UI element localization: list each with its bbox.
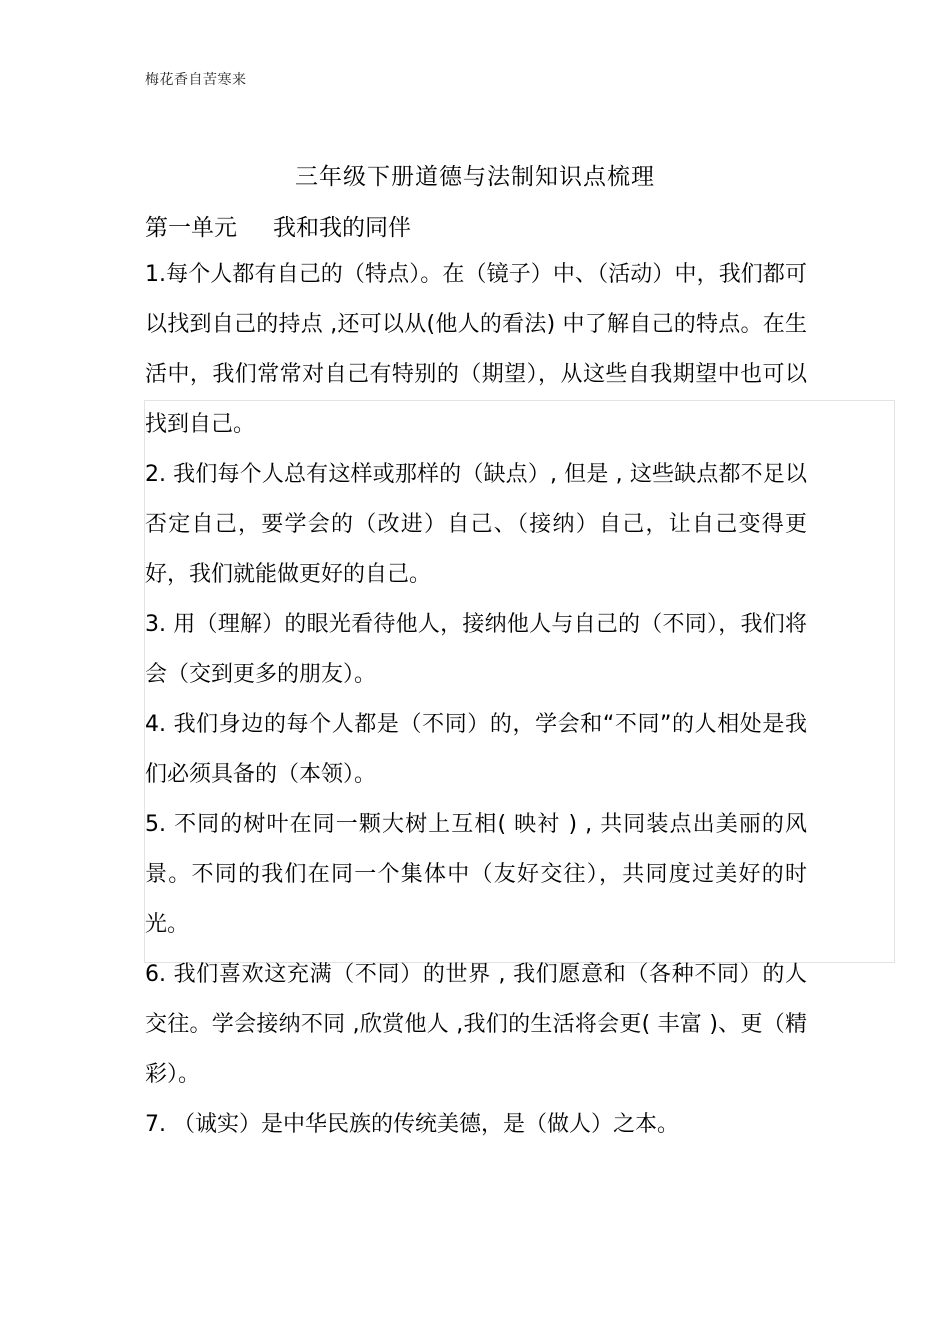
document-title: 三年级下册道德与法制知识点梳理 [295,164,655,190]
knowledge-point-6: 6. 我们喜欢这充满（不同）的世界 , 我们愿意和（各种不同）的人交往。学会接纳不同 ,欣赏他人 ,我们的生活将会更( 丰富 )、更（精彩）。 [145,962,807,1087]
knowledge-point-1: 1.每个人都有自己的（特点）。在（镜子）中、（活动）中，我们都可以找到自己的持点 ,还可以从(他人的看法) 中了解自己的特点。在生活中，我们常常对自己有特别的（期望），从这些自我期望中也可以找到自己。 [145,262,807,437]
knowledge-point-2: 2. 我们每个人总有这样或那样的（缺点）, 但是 , 这些缺点都不足以否定自己，要学会的（改进）自己、（接纳）自己，让自己变得更好，我们就能做更好的自己。 [145,462,807,587]
knowledge-point-4: 4. 我们身边的每个人都是（不同）的，学会和“不同”的人相处是我们必须具备的（本领）。 [145,712,807,787]
knowledge-point-7: 7. （诚实）是中华民族的传统美德，是（做人）之本。 [145,1112,679,1137]
knowledge-point-3: 3. 用（理解）的眼光看待他人，接纳他人与自己的（不同），我们将会（交到更多的朋友）。 [145,612,807,687]
document-body [145,250,807,1150]
unit-heading [145,209,411,242]
unit-number: 第一单元 [145,215,237,241]
unit-name: 我和我的同伴 [273,215,411,241]
knowledge-point-5: 5. 不同的树叶在同一颗大树上互相( 映衬 ) , 共同装点出美丽的风景。不同的我们在同一个集体中（友好交往），共同度过美好的时光。 [145,812,807,937]
page-header: 梅花香自苦寒来 [145,72,247,88]
